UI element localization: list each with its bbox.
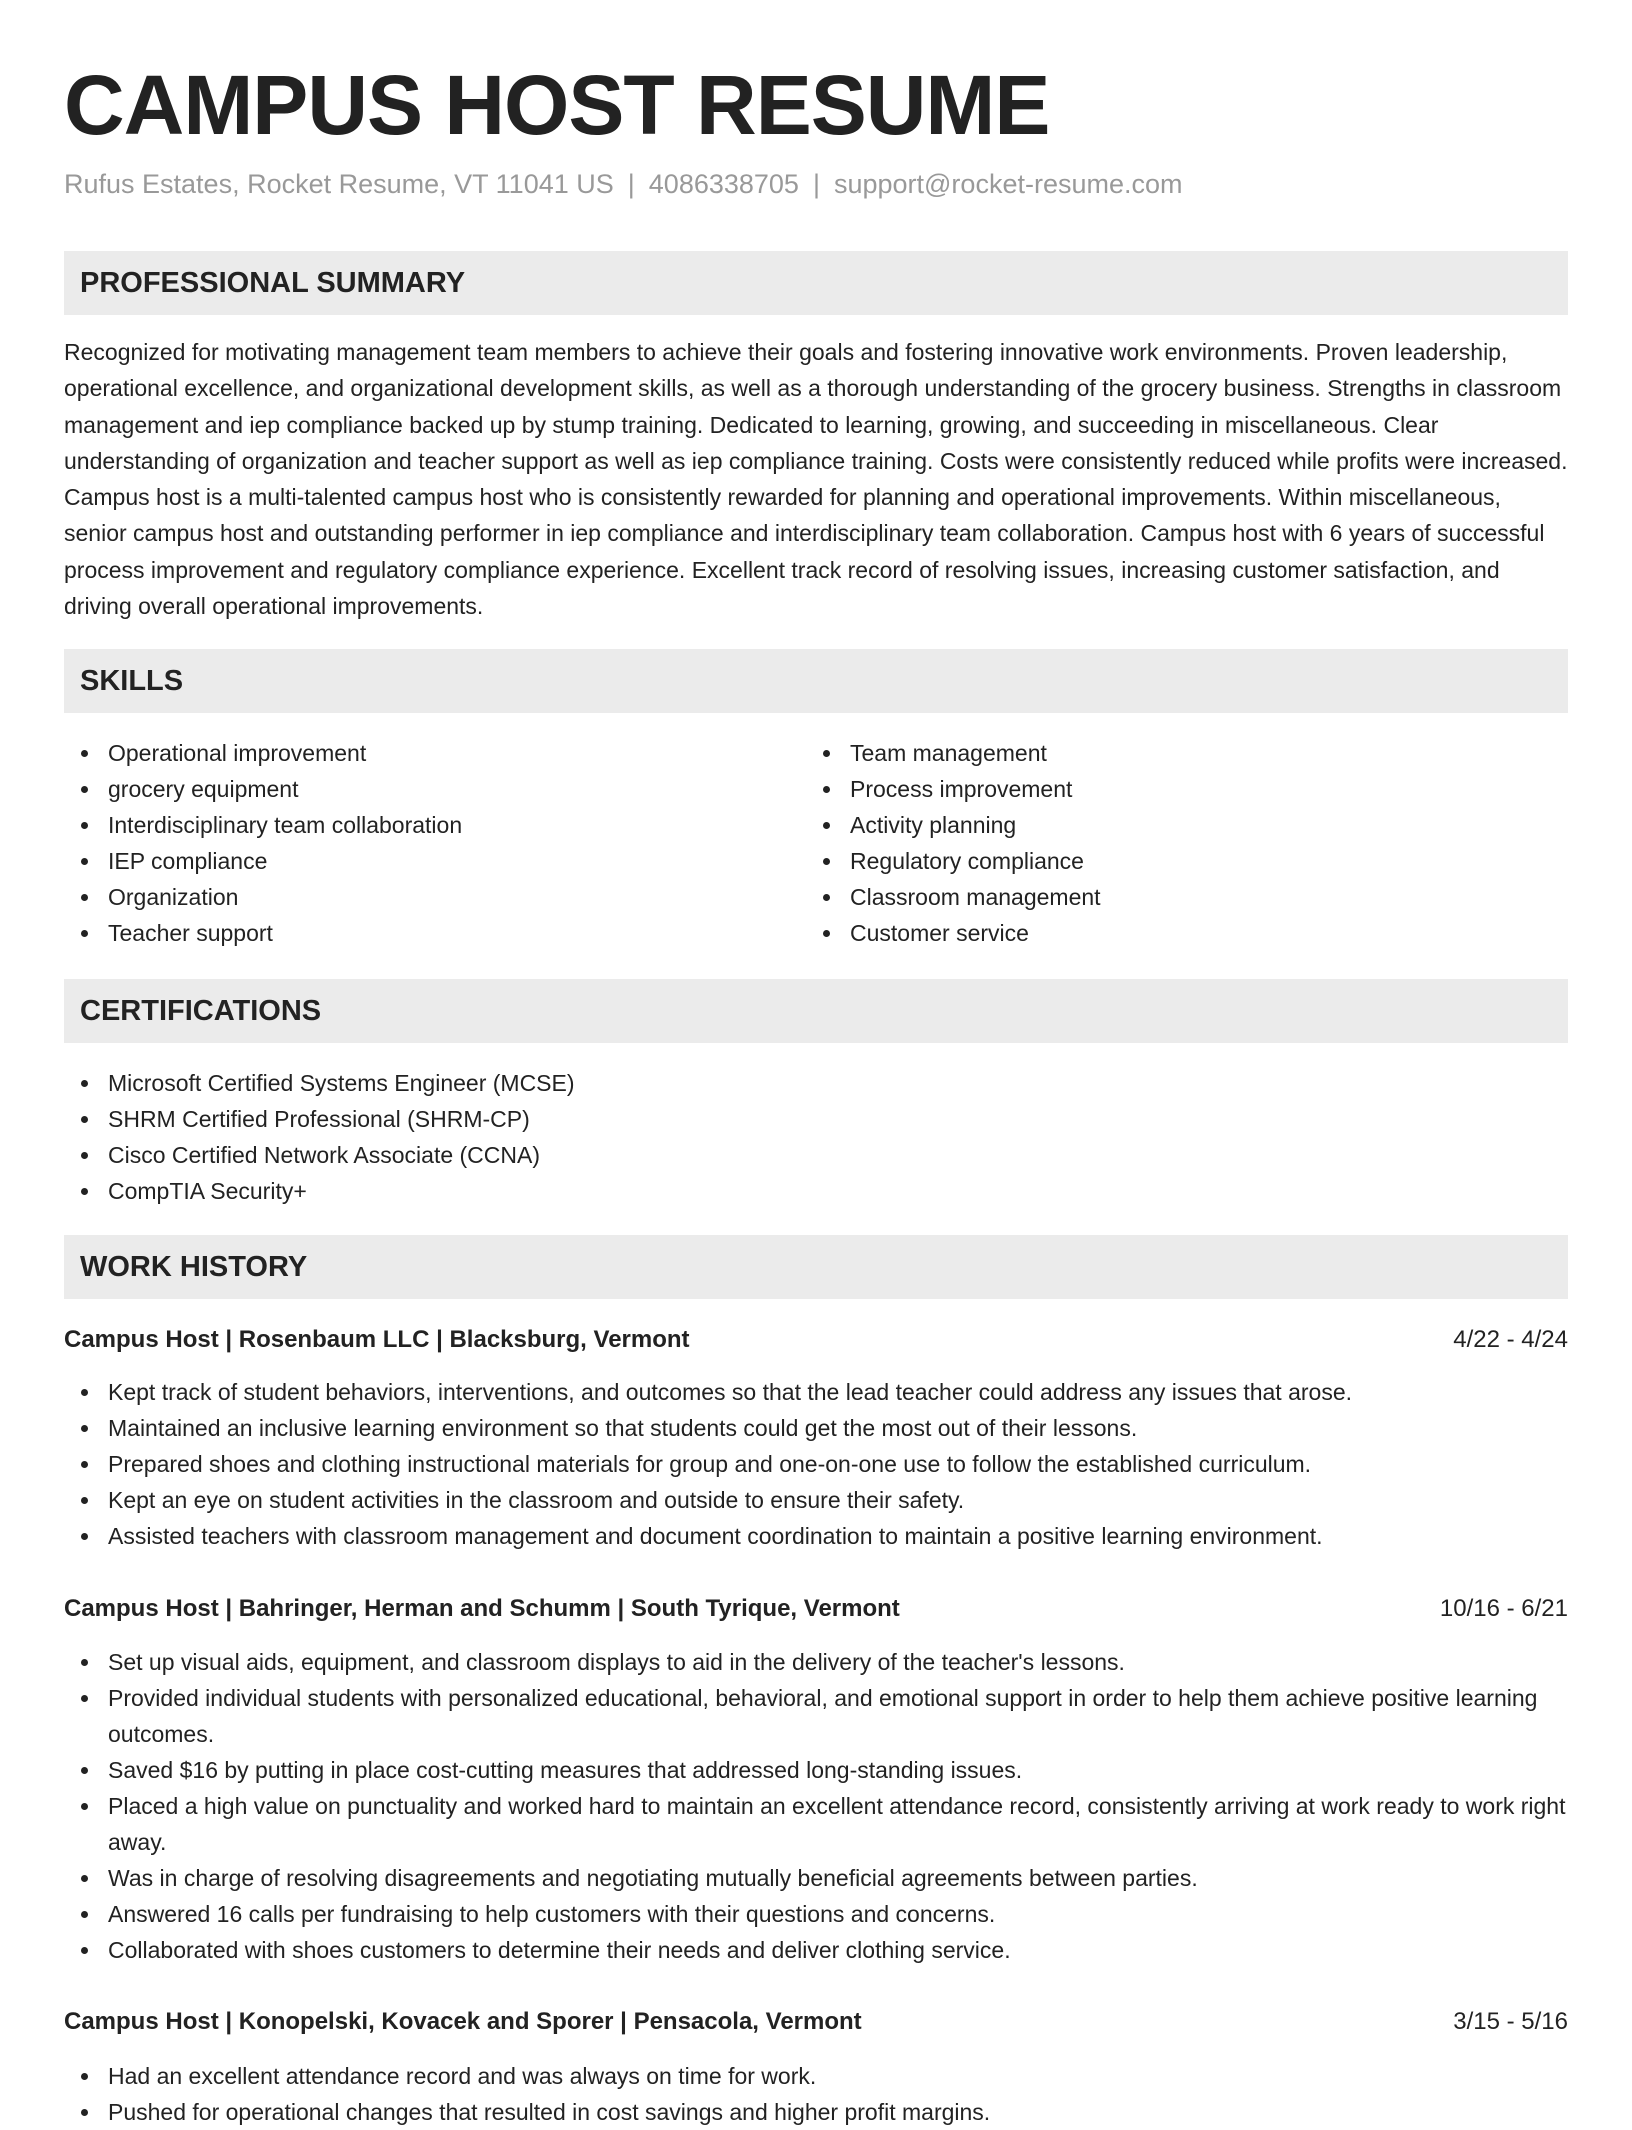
skill-item: Classroom management [806, 879, 1101, 915]
job-title: Campus Host | Rosenbaum LLC | Blacksburg, Vermont [64, 1326, 690, 1353]
skill-item: grocery equipment [64, 771, 462, 807]
job-duty-item: Placed a high value on punctuality and worked hard to maintain an excellent attendance record, consistently arriving at work ready to work right away. [64, 1788, 1568, 1860]
skill-item: Customer service [806, 915, 1101, 951]
contact-separator: | [627, 169, 635, 199]
job-duty-item: Kept track of student behaviors, interventions, and outcomes so that the lead teacher could address any issues that arose. [64, 1374, 1568, 1410]
job-duty-item: Assisted teachers with classroom management and document coordination to maintain a positive learning environment. [64, 1518, 1568, 1554]
skill-item: Activity planning [806, 807, 1101, 843]
job-dates: 4/22 - 4/24 [1453, 1326, 1568, 1353]
skills-list-right [806, 735, 1101, 951]
job-header [64, 1591, 1568, 1627]
certifications-heading: CERTIFICATIONS [64, 979, 1568, 1043]
resume-title: CAMPUS HOST RESUME [64, 58, 1050, 152]
job-title: Campus Host | Konopelski, Kovacek and Sporer | Pensacola, Vermont [64, 2008, 862, 2035]
job-title: Campus Host | Bahringer, Herman and Schumm | South Tyrique, Vermont [64, 1595, 900, 1622]
skill-item: Organization [64, 879, 462, 915]
summary-text: Recognized for motivating management team members to achieve their goals and fostering innovative work environments. Proven leadership, operational excellence, and organizational development skills, as well as a thorough understanding of the grocery business. Strengths in classroom management and iep compliance backed up by stump training. Dedicated to learning, growing, and succeeding in miscellaneous. Clear understanding of organization and teacher support as well as iep compliance training. Costs were consistently reduced while profits were increased. Campus host is a multi-talented campus host who is consistently rewarded for planning and operational improvements. Within miscellaneous, senior campus host and outstanding performer in iep compliance and interdisciplinary team collaboration. Campus host with 6 years of successful process improvement and regulatory compliance experience. Excellent track record of resolving issues, increasing customer satisfaction, and driving overall operational improvements. [64, 339, 1568, 620]
job-duty-item: Saved $16 by putting in place cost-cutting measures that addressed long-standing issues. [64, 1752, 1568, 1788]
job-duty-item: Pushed for operational changes that resulted in cost savings and higher profit margins. [64, 2094, 1568, 2130]
job-duty-item: Had an excellent attendance record and was always on time for work. [64, 2058, 1568, 2094]
skill-item: Operational improvement [64, 735, 462, 771]
certification-item: Microsoft Certified Systems Engineer (MCSE) [64, 1065, 575, 1101]
skill-item: Process improvement [806, 771, 1101, 807]
job-dates: 3/15 - 5/16 [1453, 2008, 1568, 2035]
certification-item: Cisco Certified Network Associate (CCNA) [64, 1137, 575, 1173]
job-duty-item: Answered 16 calls per fundraising to help customers with their questions and concerns. [64, 1896, 1568, 1932]
job-duty-item: Provided individual students with personalized educational, behavioral, and emotional support in order to help them achieve positive learning outcomes. [64, 1680, 1568, 1752]
contact-line [64, 166, 1183, 202]
job-header [64, 1322, 1568, 1358]
certifications-list [64, 1065, 575, 1209]
certification-item: SHRM Certified Professional (SHRM-CP) [64, 1101, 575, 1137]
job-dates: 10/16 - 6/21 [1439, 1595, 1568, 1622]
summary-heading: PROFESSIONAL SUMMARY [64, 251, 1568, 315]
certification-item: CompTIA Security+ [64, 1173, 575, 1209]
skill-item: IEP compliance [64, 843, 462, 879]
contact-email: support@rocket-resume.com [833, 169, 1183, 199]
skills-list-left [64, 735, 462, 951]
job-duty-item: Prepared shoes and clothing instructional materials for group and one-on-one use to follow the established curriculum. [64, 1446, 1568, 1482]
skill-item: Regulatory compliance [806, 843, 1101, 879]
skill-item: Interdisciplinary team collaboration [64, 807, 462, 843]
job-duty-item: Collaborated with shoes customers to determine their needs and deliver clothing service. [64, 1932, 1568, 1968]
job-duty-item: Kept an eye on student activities in the classroom and outside to ensure their safety. [64, 1482, 1568, 1518]
skills-heading: SKILLS [64, 649, 1568, 713]
work-history-heading: WORK HISTORY [64, 1235, 1568, 1299]
contact-separator: | [812, 169, 820, 199]
job-duty-item: Maintained an inclusive learning environment so that students could get the most out of their lessons. [64, 1410, 1568, 1446]
skill-item: Teacher support [64, 915, 462, 951]
job-duties-list [64, 1644, 1568, 1968]
job-duties-list [64, 1374, 1568, 1554]
contact-address: Rufus Estates, Rocket Resume, VT 11041 US [64, 169, 614, 199]
job-duty-item: Set up visual aids, equipment, and classroom displays to aid in the delivery of the teacher's lessons. [64, 1644, 1568, 1680]
skill-item: Team management [806, 735, 1101, 771]
job-header [64, 2004, 1568, 2040]
job-duties-list [64, 2058, 1568, 2130]
job-duty-item: Was in charge of resolving disagreements and negotiating mutually beneficial agreements between parties. [64, 1860, 1568, 1896]
contact-phone: 4086338705 [648, 169, 799, 199]
